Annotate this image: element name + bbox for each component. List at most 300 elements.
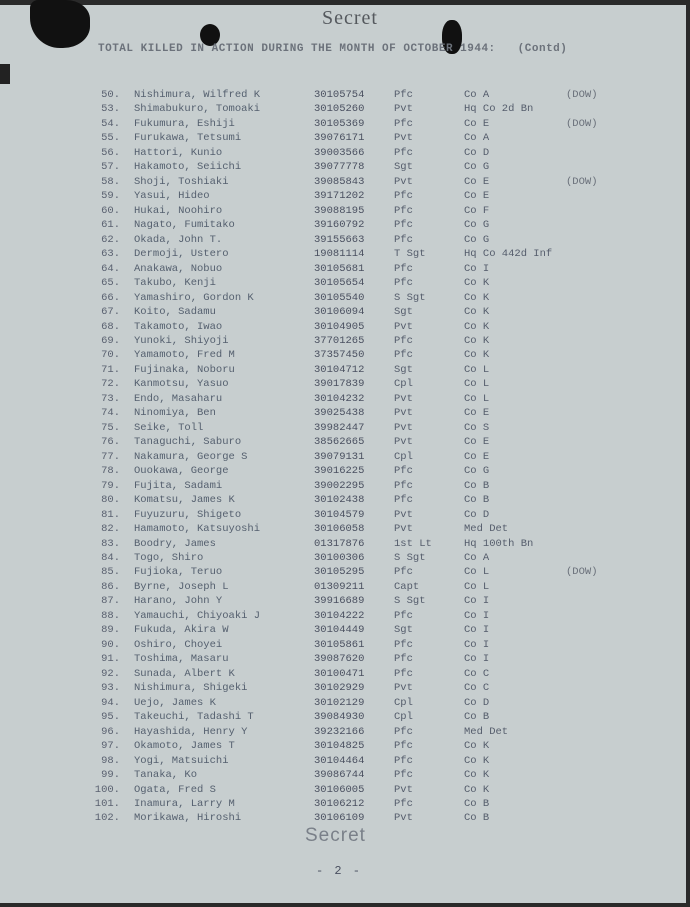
roster-rank: Pvt [394,132,413,145]
roster-name: Inamura, Larry M [134,797,235,810]
roster-row [90,667,650,681]
roster-row [90,754,650,768]
roster-number: 88. [101,609,120,622]
roster-row [90,262,650,276]
roster-row [90,739,650,753]
roster-row [90,392,650,406]
roster-row [90,464,650,478]
roster-row [90,696,650,710]
roster-row [90,320,650,334]
roster-number: 79. [101,479,120,492]
roster-name: Boodry, James [134,537,216,550]
scan-border-bottom [0,903,690,907]
roster-name: Hayashida, Henry Y [134,725,248,738]
roster-number: 57. [101,161,120,174]
roster-number: 83. [101,537,120,550]
roster-rank: Pfc [394,219,413,232]
roster-row [90,363,650,377]
roster-number: 73. [101,392,120,405]
roster-serial: 38562665 [314,436,365,449]
roster-name: Anakawa, Nobuo [134,262,223,275]
roster-unit: Co B [464,711,490,724]
roster-number: 102. [94,812,120,825]
roster-unit: Co I [464,653,490,666]
roster-number: 82. [101,523,120,536]
roster-name: Tanaka, Ko [134,769,198,782]
roster-row [90,493,650,507]
roster-rank: Pfc [394,479,413,492]
roster-serial: 30105260 [314,103,365,116]
roster-rank: Pfc [394,190,413,203]
roster-row [90,710,650,724]
roster-unit: Co K [464,769,490,782]
roster-name: Hukai, Noohiro [134,204,223,217]
roster-unit: Hq 100th Bn [464,537,534,550]
roster-row [90,638,650,652]
roster-serial: 30102929 [314,682,365,695]
roster-name: Fukumura, Eshiji [134,117,235,130]
roster-rank: Sgt [394,306,413,319]
roster-number: 84. [101,552,120,564]
roster-row [90,725,650,739]
roster-row [90,522,650,536]
roster-row [90,247,650,261]
roster-rank: Pfc [394,769,413,782]
heading-contd: (Contd) [517,43,568,55]
roster-serial: 30102129 [314,696,365,709]
roster-unit: Co K [464,277,490,290]
roster-number: 70. [101,349,120,362]
roster-unit: Co A [464,552,490,564]
roster-note: (DOW) [566,89,598,101]
roster-row [90,189,650,203]
roster-serial: 39982447 [314,421,365,434]
roster-row [90,811,650,825]
roster-name: Okada, John T. [134,233,223,246]
roster-note: (DOW) [566,175,598,188]
roster-name: Takeuchi, Tadashi T [134,711,254,724]
scan-artifact [0,64,10,84]
roster-name: Yamamoto, Fred M [134,349,235,362]
roster-rank: Pfc [394,797,413,810]
roster-rank: Pvt [394,523,413,536]
roster-name: Yunoki, Shiyoji [134,334,229,347]
roster-rank: Pvt [394,175,413,188]
roster-serial: 30105754 [314,89,365,101]
roster-rank: Pvt [394,407,413,420]
roster-number: 98. [101,754,120,767]
roster-serial: 30104449 [314,624,365,637]
roster-unit: Med Det [464,523,509,536]
roster-number: 69. [101,334,120,347]
roster-name: Fukuda, Akira W [134,624,229,637]
roster-name: Komatsu, James K [134,494,235,507]
roster-unit: Co K [464,334,490,347]
roster-unit: Co A [464,132,490,145]
roster-number: 62. [101,233,120,246]
roster-row [90,479,650,493]
classification-stamp-bottom: Secret [305,825,366,846]
roster-rank: Pfc [394,349,413,362]
roster-unit: Co D [464,696,490,709]
roster-number: 99. [101,769,120,782]
roster-name: Nishimura, Shigeki [134,682,248,695]
roster-number: 77. [101,450,120,463]
roster-unit: Co E [464,436,490,449]
roster-row [90,276,650,290]
roster-name: Takamoto, Iwao [134,320,223,333]
roster-name: Koito, Sadamu [134,306,216,319]
roster-rank: Pvt [394,812,413,825]
roster-serial: 39077778 [314,161,365,174]
roster-serial: 39085843 [314,175,365,188]
roster-rank: 1st Lt [394,537,432,550]
roster-serial: 30105295 [314,566,365,579]
roster-rank: Capt [394,580,420,593]
roster-serial: 30106058 [314,523,365,536]
roster-unit: Co K [464,783,490,796]
roster-unit: Med Det [464,725,509,738]
roster-number: 78. [101,465,120,478]
roster-rank: Pfc [394,262,413,275]
roster-serial: 30104905 [314,320,365,333]
roster-unit: Co G [464,465,490,478]
roster-rank: Pvt [394,508,413,521]
roster-number: 67. [101,306,120,319]
roster-row [90,421,650,435]
roster-rank: Pfc [394,725,413,738]
roster-number: 75. [101,421,120,434]
roster-name: Nagato, Fumitako [134,219,235,232]
roster-name: Togo, Shiro [134,552,204,564]
roster-rank: Cpl [394,711,413,724]
roster-unit: Hq Co 2d Bn [464,103,534,116]
roster-rank: Pvt [394,392,413,405]
roster-serial: 39076171 [314,132,365,145]
classification-stamp-top: Secret [322,7,378,29]
roster-number: 93. [101,682,120,695]
roster-row [90,797,650,811]
roster-rank: Sgt [394,161,413,174]
roster-unit: Co K [464,320,490,333]
roster-rank: Pvt [394,682,413,695]
roster-row [90,768,650,782]
roster-rank: Pvt [394,436,413,449]
roster-serial: 19081114 [314,248,365,261]
roster-name: Shimabukuro, Tomoaki [134,103,261,116]
roster-serial: 30105681 [314,262,365,275]
roster-row [90,305,650,319]
roster-unit: Co B [464,494,490,507]
roster-note: (DOW) [566,566,598,579]
roster-name: Endo, Masaharu [134,392,223,405]
roster-row [90,88,650,102]
roster-number: 89. [101,624,120,637]
roster-unit: Co I [464,624,490,637]
roster-serial: 30105540 [314,291,365,304]
roster-serial: 30106109 [314,812,365,825]
roster-rank: Sgt [394,363,413,376]
roster-unit: Co I [464,262,490,275]
roster-serial: 39088195 [314,204,365,217]
roster-rank: T Sgt [394,248,426,261]
roster-serial: 39079131 [314,450,365,463]
scan-border-right [686,0,690,907]
roster-serial: 30105369 [314,117,365,130]
roster-serial: 39002295 [314,479,365,492]
roster-name: Byrne, Joseph L [134,580,229,593]
roster-unit: Co K [464,349,490,362]
roster-name: Ouokawa, George [134,465,229,478]
roster-serial: 30106212 [314,797,365,810]
roster-serial: 01309211 [314,580,365,593]
roster-unit: Co L [464,392,490,405]
roster-unit: Co S [464,421,490,434]
roster-number: 50. [101,89,120,101]
page-number: - 2 - [316,864,363,878]
roster-rank: Pfc [394,89,413,101]
roster-serial: 30105654 [314,277,365,290]
roster-unit: Co E [464,190,490,203]
roster-rank: Pfc [394,667,413,680]
roster-rank: Pfc [394,277,413,290]
roster-serial: 39025438 [314,407,365,420]
roster-name: Ogata, Fred S [134,783,216,796]
roster-serial: 39086744 [314,769,365,782]
roster-unit: Co E [464,407,490,420]
roster-rank: Pfc [394,754,413,767]
roster-name: Fujita, Sadami [134,479,223,492]
roster-number: 91. [101,653,120,666]
roster-number: 68. [101,320,120,333]
roster-name: Seike, Toll [134,421,204,434]
roster-row [90,406,650,420]
roster-serial: 39016225 [314,465,365,478]
roster-unit: Co K [464,754,490,767]
roster-rank: Pfc [394,609,413,622]
roster-rank: Pfc [394,653,413,666]
roster-serial: 39171202 [314,190,365,203]
roster-row [90,450,650,464]
roster-name: Nakamura, George S [134,450,248,463]
roster-row [90,652,650,666]
roster-number: 71. [101,363,120,376]
roster-unit: Co L [464,363,490,376]
roster-unit: Co G [464,233,490,246]
roster-serial: 30102438 [314,494,365,507]
roster-name: Tanaguchi, Saburo [134,436,242,449]
roster-name: Ninomiya, Ben [134,407,216,420]
roster-row [90,609,650,623]
roster-name: Fujinaka, Noboru [134,363,235,376]
roster-unit: Co G [464,219,490,232]
roster-serial: 39916689 [314,595,365,608]
roster-row [90,334,650,348]
roster-unit: Co C [464,682,490,695]
document-heading [98,43,567,55]
roster-name: Fujioka, Teruo [134,566,223,579]
roster-rank: S Sgt [394,291,426,304]
roster-unit: Co K [464,291,490,304]
roster-number: 53. [101,103,120,116]
roster-name: Kanmotsu, Yasuo [134,378,229,391]
roster-serial: 30104712 [314,363,365,376]
roster-name: Hattori, Kunio [134,146,223,159]
roster-number: 63. [101,248,120,261]
roster-unit: Co I [464,638,490,651]
roster-rank: Pfc [394,204,413,217]
roster-rank: Sgt [394,624,413,637]
roster-number: 60. [101,204,120,217]
roster-serial: 30100306 [314,552,365,564]
roster-number: 74. [101,407,120,420]
roster-number: 90. [101,638,120,651]
roster-name: Oshiro, Choyei [134,638,223,651]
roster-unit: Co A [464,89,490,101]
roster-name: Sunada, Albert K [134,667,235,680]
roster-serial: 39087620 [314,653,365,666]
roster-note: (DOW) [566,117,598,130]
roster-serial: 39003566 [314,146,365,159]
roster-name: Shoji, Toshiaki [134,175,229,188]
roster-unit: Co F [464,204,490,217]
roster-serial: 37357450 [314,349,365,362]
roster-unit: Co I [464,609,490,622]
roster-row [90,160,650,174]
roster-row [90,565,650,579]
roster-unit: Co D [464,508,490,521]
roster-name: Hamamoto, Katsuyoshi [134,523,261,536]
roster-row [90,146,650,160]
roster-name: Yasui, Hideo [134,190,210,203]
roster-number: 64. [101,262,120,275]
roster-unit: Co E [464,117,490,130]
roster-number: 61. [101,219,120,232]
roster-rank: Pfc [394,334,413,347]
roster-number: 59. [101,190,120,203]
roster-number: 100. [94,783,120,796]
roster-unit: Co E [464,175,490,188]
roster-row [90,623,650,637]
roster-unit: Hq Co 442d Inf [464,248,553,261]
roster-row [90,681,650,695]
roster-unit: Co B [464,797,490,810]
roster-rank: Pfc [394,740,413,753]
roster-name: Morikawa, Hiroshi [134,812,242,825]
roster-row [90,233,650,247]
roster-serial: 30104464 [314,754,365,767]
roster-rank: S Sgt [394,552,426,564]
roster-row [90,117,650,131]
ink-blot [30,0,90,48]
roster-serial: 37701265 [314,334,365,347]
roster-serial: 39017839 [314,378,365,391]
roster-name: Yamauchi, Chiyoaki J [134,609,261,622]
roster-rank: Pfc [394,117,413,130]
roster-row [90,594,650,608]
roster-serial: 30105861 [314,638,365,651]
roster-rank: Pfc [394,465,413,478]
roster-number: 54. [101,117,120,130]
roster-number: 85. [101,566,120,579]
roster-serial: 30100471 [314,667,365,680]
roster-row [90,291,650,305]
roster-serial: 30106005 [314,783,365,796]
roster-rank: Pvt [394,783,413,796]
roster-unit: Co B [464,479,490,492]
roster-name: Hakamoto, Seiichi [134,161,242,174]
roster-row [90,551,650,565]
roster-number: 66. [101,291,120,304]
roster-name: Toshima, Masaru [134,653,229,666]
roster-rank: Pvt [394,320,413,333]
roster-number: 95. [101,711,120,724]
roster-name: Yogi, Matsuichi [134,754,229,767]
roster-serial: 30104222 [314,609,365,622]
roster-serial: 39084930 [314,711,365,724]
roster-row [90,131,650,145]
roster-serial: 30106094 [314,306,365,319]
roster-row [90,783,650,797]
roster-row [90,377,650,391]
roster-number: 55. [101,132,120,145]
roster-number: 92. [101,667,120,680]
roster-unit: Co C [464,667,490,680]
roster-row [90,508,650,522]
roster-row [90,537,650,551]
roster-row [90,348,650,362]
heading-text: TOTAL KILLED IN ACTION DURING THE MONTH OF OCTOBER 1944: [98,43,496,55]
roster-name: Okamoto, James T [134,740,235,753]
roster-number: 86. [101,580,120,593]
roster-serial: 39155663 [314,233,365,246]
roster-name: Nishimura, Wilfred K [134,89,261,101]
roster-rank: Cpl [394,450,413,463]
roster-row [90,102,650,116]
roster-name: Harano, John Y [134,595,223,608]
roster-name: Furukawa, Tetsumi [134,132,242,145]
roster-number: 94. [101,696,120,709]
roster-unit: Co E [464,450,490,463]
roster-number: 76. [101,436,120,449]
roster-unit: Co L [464,580,490,593]
roster-serial: 01317876 [314,537,365,550]
roster-number: 101. [94,797,120,810]
roster-row [90,175,650,189]
roster-rank: Cpl [394,696,413,709]
scan-border-top [0,0,690,5]
roster-rank: Pvt [394,421,413,434]
roster-unit: Co D [464,146,490,159]
roster-number: 81. [101,508,120,521]
roster-row [90,218,650,232]
roster-rank: Pfc [394,638,413,651]
casualty-roster [90,88,650,826]
roster-serial: 39232166 [314,725,365,738]
roster-rank: Pfc [394,494,413,507]
roster-row [90,204,650,218]
roster-unit: Co L [464,378,490,391]
roster-unit: Co G [464,161,490,174]
roster-unit: Co K [464,306,490,319]
roster-unit: Co I [464,595,490,608]
roster-row [90,435,650,449]
roster-number: 72. [101,378,120,391]
roster-rank: Pfc [394,566,413,579]
roster-number: 80. [101,494,120,507]
roster-number: 87. [101,595,120,608]
roster-serial: 30104825 [314,740,365,753]
